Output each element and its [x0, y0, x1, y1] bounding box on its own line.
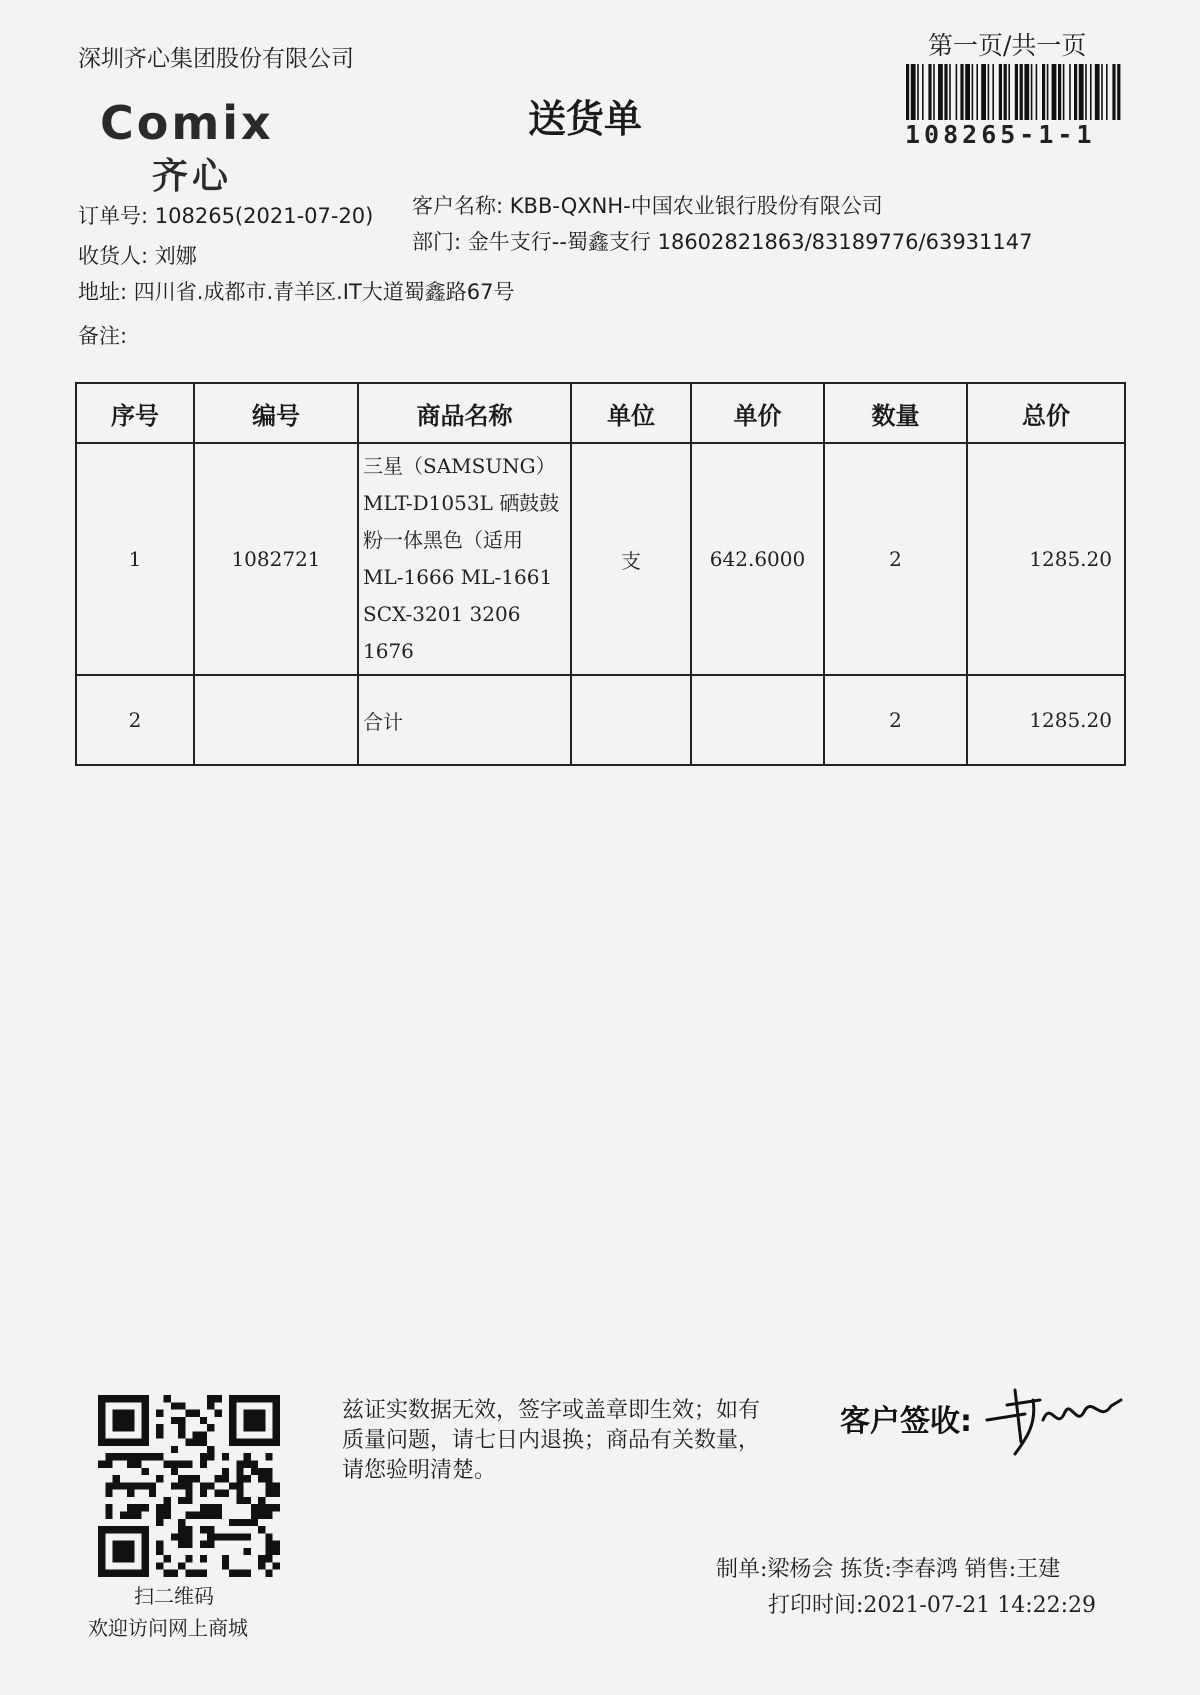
qr-code-icon[interactable]: [98, 1395, 280, 1577]
table-header-row: [76, 383, 1125, 443]
product-name-line: 粉一体黑色（适用: [363, 528, 523, 552]
document-title: 送货单: [528, 97, 643, 141]
remark-label: 备注:: [78, 324, 128, 348]
barcode-icon: [906, 64, 1126, 120]
cell-unit: [571, 675, 691, 765]
header-total: 总价: [967, 383, 1125, 443]
cell-code: 1082721: [194, 443, 358, 675]
staff-line: 制单:梁杨会 拣货:李春鸿 销售:王建: [716, 1557, 1061, 1582]
address-label: 地址:: [78, 280, 128, 304]
receiver-value: 刘娜: [154, 244, 197, 268]
cell-unit: 支: [571, 443, 691, 675]
receiver-label: 收货人:: [78, 244, 149, 268]
print-time: 打印时间:2021-07-21 14:22:29: [768, 1593, 1097, 1618]
department-value: 金牛支行--蜀鑫支行 18602821863/83189776/63931147: [467, 230, 1033, 254]
cell-unit-price: [691, 675, 824, 765]
order-number-field: [78, 200, 373, 230]
product-name-line: MLT-D1053L 硒鼓鼓: [363, 491, 560, 515]
cell-seq: 1: [76, 443, 194, 675]
company-name: 深圳齐心集团股份有限公司: [78, 46, 354, 72]
department-label: 部门:: [412, 230, 462, 254]
items-table: [75, 382, 1126, 766]
cell-code: [194, 675, 358, 765]
signature-icon: [985, 1370, 1125, 1460]
department-field: [412, 226, 1033, 256]
cell-unit-price: 642.6000: [691, 443, 824, 675]
cell-seq: 2: [76, 675, 194, 765]
order-value: 108265(2021-07-20): [154, 204, 374, 228]
cell-quantity: 2: [824, 675, 967, 765]
product-name-line: 合计: [363, 709, 403, 734]
customer-field: [412, 190, 883, 220]
header-quantity: 数量: [824, 383, 967, 443]
notice-text: 兹证实数据无效，签字或盖章即生效；如有质量问题，请七日内退换；商品有关数量，请您验明清楚。: [342, 1398, 761, 1483]
order-label: 订单号:: [78, 204, 149, 228]
logo-chinese: 齐心: [152, 156, 233, 197]
header-product-name: 商品名称: [358, 383, 571, 443]
cell-quantity: 2: [824, 443, 967, 675]
header-code: 编号: [194, 383, 358, 443]
customer-sign-label: 客户签收:: [840, 1404, 972, 1439]
barcode-number: 108265-1-1: [905, 120, 1096, 149]
product-name-line: ML-1666 ML-1661: [363, 565, 553, 589]
product-name-line: 三星（SAMSUNG）: [363, 454, 556, 478]
product-name-line: SCX-3201 3206 1676: [363, 602, 521, 663]
cell-product-name: [358, 443, 571, 675]
address-field: [78, 276, 515, 306]
table-row: [76, 675, 1125, 765]
header-unit-price: 单价: [691, 383, 824, 443]
header-unit: 单位: [571, 383, 691, 443]
table-row: [76, 443, 1125, 675]
customer-value: KBB-QXNH-中国农业银行股份有限公司: [509, 194, 883, 218]
customer-label: 客户名称:: [412, 194, 504, 218]
receiver-field: [78, 240, 197, 270]
logo-english: Comix: [100, 96, 274, 150]
address-value: 四川省.成都市.青羊区.IT大道蜀鑫路67号: [133, 280, 515, 304]
cell-total: 1285.20: [967, 443, 1125, 675]
qr-subcaption: 欢迎访问网上商城: [88, 1616, 248, 1640]
page-indicator: 第一页/共一页: [928, 31, 1087, 60]
cell-total: 1285.20: [967, 675, 1125, 765]
header-seq: 序号: [76, 383, 194, 443]
qr-caption: 扫二维码: [134, 1584, 214, 1608]
remark-field: [78, 320, 127, 350]
cell-product-name: [358, 675, 571, 765]
